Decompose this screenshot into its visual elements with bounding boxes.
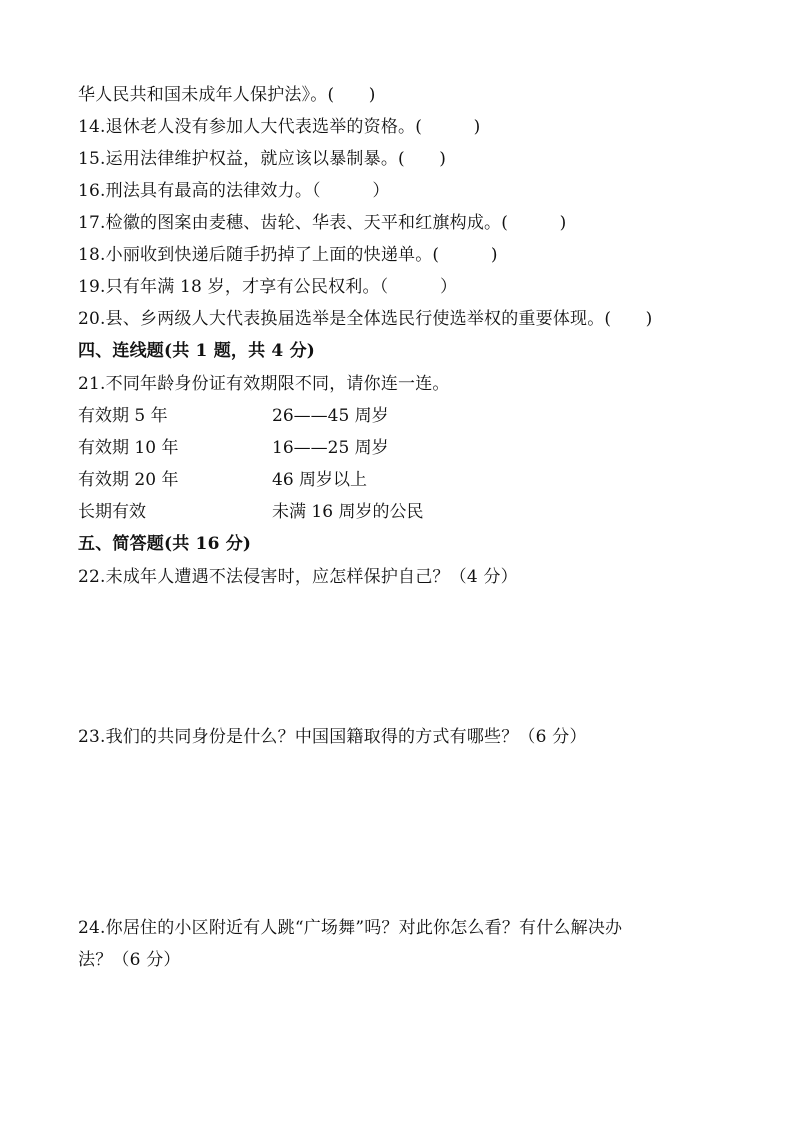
match-right-item: 26——45 周岁 xyxy=(272,406,389,426)
question-23: 23.我们的共同身份是什么？中国国籍取得的方式有哪些？（6 分） xyxy=(78,727,587,747)
match-left-item: 有效期 10 年 xyxy=(78,438,179,458)
match-left-item: 有效期 20 年 xyxy=(78,470,179,490)
match-left-item: 有效期 5 年 xyxy=(78,406,168,426)
match-right-item: 46 周岁以上 xyxy=(272,470,368,490)
question-15: 15.运用法律维护权益，就应该以暴制暴。( ) xyxy=(78,149,447,169)
question-24-line-2: 法？（6 分） xyxy=(78,950,181,970)
question-20: 20.县、乡两级人大代表换届选举是全体选民行使选举权的重要体现。( ) xyxy=(78,309,653,329)
question-19: 19.只有年满 18 岁，才享有公民权利。（ ） xyxy=(78,277,458,297)
question-16: 16.刑法具有最高的法律效力。（ ） xyxy=(78,181,390,201)
match-right-item: 16——25 周岁 xyxy=(272,438,389,458)
question-21: 21.不同年龄身份证有效期限不同，请你连一连。 xyxy=(78,374,450,394)
question-14: 14.退休老人没有参加人大代表选举的资格。( ) xyxy=(78,117,481,137)
question-22: 22.未成年人遭遇不法侵害时，应怎样保护自己？（4 分） xyxy=(78,567,518,587)
match-left-item: 长期有效 xyxy=(78,502,146,522)
question-18: 18.小丽收到快递后随手扔掉了上面的快递单。( ) xyxy=(78,245,498,265)
question-13-continuation: 华人民共和国未成年人保护法》。( ) xyxy=(78,85,376,105)
match-right-item: 未满 16 周岁的公民 xyxy=(272,502,424,522)
section-4-heading: 四、连线题(共 1 题，共 4 分) xyxy=(78,341,316,361)
section-5-heading: 五、简答题(共 16 分) xyxy=(78,534,252,554)
question-17: 17.检徽的图案由麦穗、齿轮、华表、天平和红旗构成。( ) xyxy=(78,213,567,233)
question-24-line-1: 24.你居住的小区附近有人跳“广场舞”吗？对此你怎么看？有什么解决办 xyxy=(78,918,623,938)
